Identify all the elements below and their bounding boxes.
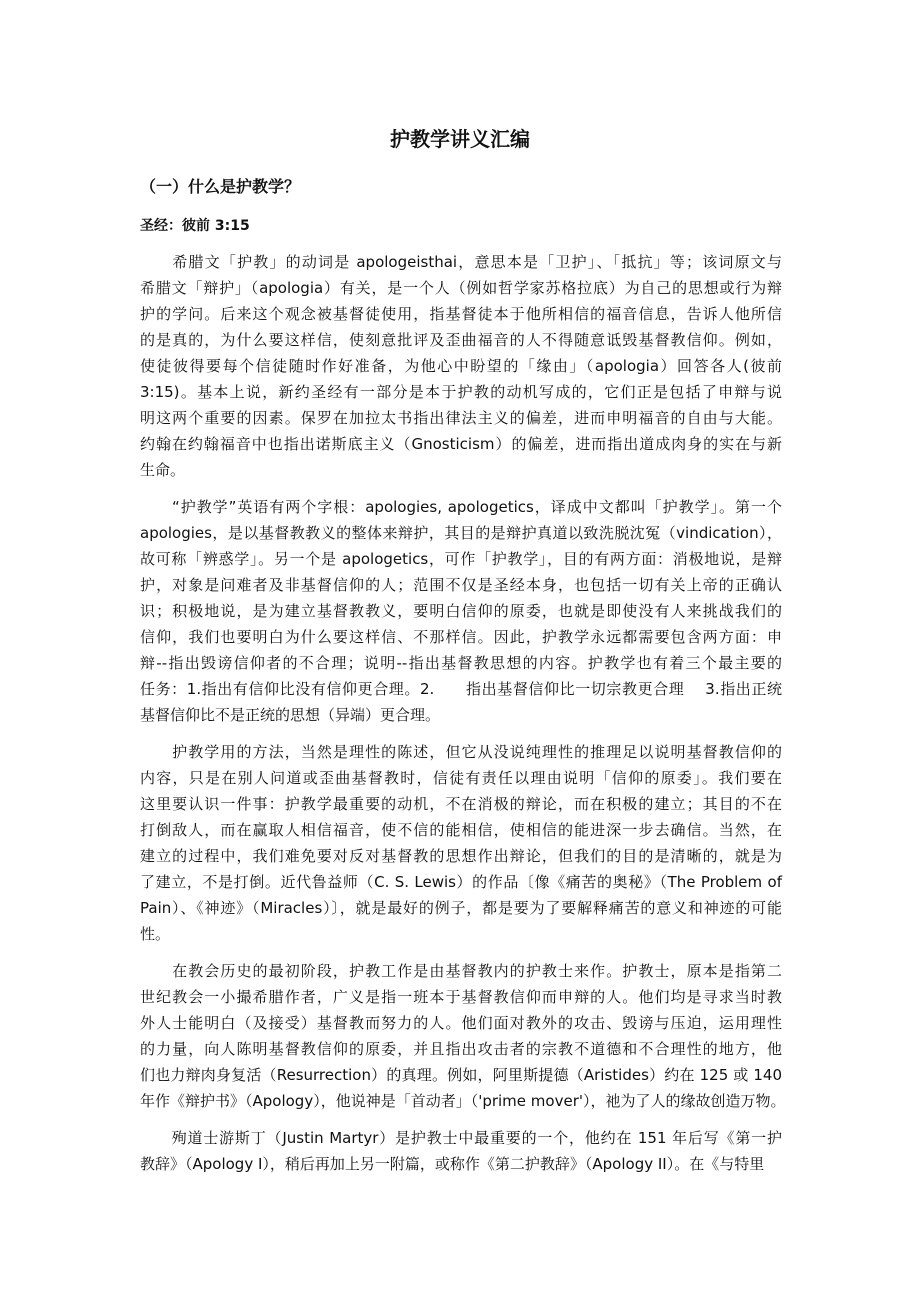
text-line: 希腊文「护教」的动词是 apologeisthai，意思本是「卫护」、「抵抗」等；该词原文与 — [140, 253, 782, 271]
text-line: 故可称「辨惑学」。另一个是 apologetics，可作「护教学」，目的有两方面：消极地说，是辩 — [140, 550, 782, 568]
text-line: 内容，只是在别人问道或歪曲基督教时，信徒有责任以理由说明「信仰的原委」。我们要在 — [140, 769, 782, 787]
text-line: 外人士能明白（及接受）基督教而努力的人。他们面对教外的攻击、毁谤与压迫，运用理性 — [140, 1014, 782, 1032]
text-line: 的力量，向人陈明基督教信仰的原委，并且指出攻击者的宗教不道德和不合理性的地方，他 — [140, 1040, 782, 1058]
text-line: 信仰，我们也要明白为什么要这样信、不那样信。因此，护教学永远都需要包含两方面：申 — [140, 628, 782, 646]
text-line: 护，对象是问难者及非基督信仰的人；范围不仅是圣经本身，也包括一切有关上帝的正确认 — [140, 576, 782, 594]
text-line: 生命。 — [140, 461, 186, 479]
text-line: 使徒彼得要每个信徒随时作好准备，为他心中盼望的「缘由」（apologia）回答各人(彼前 — [140, 357, 782, 375]
text-line: apologies，是以基督教教义的整体来辩护，其目的是辩护真道以致洗脱沈冤（vindication）， — [140, 524, 782, 542]
text-line: 明这两个重要的因素。保罗在加拉太书指出律法主义的偏差，进而申明福音的自由与大能。 — [140, 409, 782, 427]
text-line: 护教学用的方法，当然是理性的陈述，但它从没说纯理性的推理足以说明基督教信仰的 — [140, 743, 782, 761]
text-line: 识；积极地说，是为建立基督教教义，要明白信仰的原委，也就是即使没有人来挑战我们的 — [140, 602, 782, 620]
paragraph — [140, 494, 782, 728]
text-line: 护的学问。后来这个观念被基督徒使用，指基督徒本于他所相信的福音信息，告诉人他所信 — [140, 305, 782, 323]
text-line: 性。 — [140, 925, 171, 943]
text-line: 任务：1.指出有信仰比没有信仰更合理。2. 指出基督信仰比一切宗教更合理 3.指出正统 — [140, 680, 782, 698]
paragraph — [140, 1125, 782, 1177]
text-line: 了建立，不是打倒。近代鲁益师（C. S. Lewis）的作品〔像《痛苦的奥秘》（The Problem of — [140, 873, 782, 891]
text-line: 殉道士游斯丁（Justin Martyr）是护教士中最重要的一个，他约在 151 年后写《第一护 — [140, 1129, 782, 1147]
scripture-reference: 圣经：彼前 3:15 — [140, 218, 250, 234]
text-line: 这里要认识一件事：护教学最重要的动机，不在消极的辩论，而在积极的建立；其目的不在 — [140, 795, 782, 813]
text-line: 基督信仰比不是正统的思想（异端）更合理。 — [140, 706, 441, 724]
text-line: 在教会历史的最初阶段，护教工作是由基督教内的护教士来作。护教士，原本是指第二 — [140, 962, 782, 980]
document-body — [140, 249, 786, 1188]
text-line: 建立的过程中，我们难免要对反对基督教的思想作出辩论，但我们的目的是清晰的，就是为 — [140, 847, 782, 865]
paragraph — [140, 249, 782, 483]
text-line: 年作《辩护书》（Apology），他说神是「首动者」（'prime mover'），祂为了人的缘故创造万物。 — [140, 1092, 786, 1110]
paragraph — [140, 958, 786, 1114]
text-line: 希腊文「辩护」（apologia）有关，是一个人（例如哲学家苏格拉底）为自己的思想或行为辩 — [140, 279, 782, 297]
section-heading: （一）什么是护教学？ — [140, 177, 301, 196]
text-line: 3:15)。基本上说，新约圣经有一部分是本于护教的动机写成的，它们正是包括了申辩与说 — [140, 383, 782, 401]
text-line: “护教学”英语有两个字根：apologies, apologetics，译成中文都叫「护教学」。第一个 — [140, 498, 782, 516]
text-line: 世纪教会一小撮希腊作者，广义是指一班本于基督教信仰而申辩的人。他们均是寻求当时教 — [140, 988, 782, 1006]
text-line: 打倒敌人，而在赢取人相信福音，使不信的能相信，使相信的能进深一步去确信。当然，在 — [140, 821, 782, 839]
document-title: 护教学讲义汇编 — [390, 127, 530, 151]
text-line: 约翰在约翰福音中也指出诺斯底主义（Gnosticism）的偏差，进而指出道成肉身的实在与新 — [140, 435, 782, 453]
paragraph — [140, 739, 782, 947]
text-line: 们也力辩肉身复活（Resurrection）的真理。例如，阿里斯提德（Aristides）约在 125 或 140 — [140, 1066, 782, 1084]
text-line: 辩--指出毁谤信仰者的不合理；说明--指出基督教思想的内容。护教学也有着三个最主要的 — [140, 654, 782, 672]
text-line: 教辞》（Apology I），稍后再加上另一附篇，或称作《第二护教辞》（Apology II）。在《与特里 — [140, 1155, 765, 1173]
text-line: 的是真的，为什么要这样信，使刻意批评及歪曲福音的人不得随意诋毁基督教信仰。例如， — [140, 331, 782, 349]
text-line: Pain）、《神迹》（Miracles）〕，就是最好的例子，都是要为了要解释痛苦的意义和神迹的可能 — [140, 899, 782, 917]
